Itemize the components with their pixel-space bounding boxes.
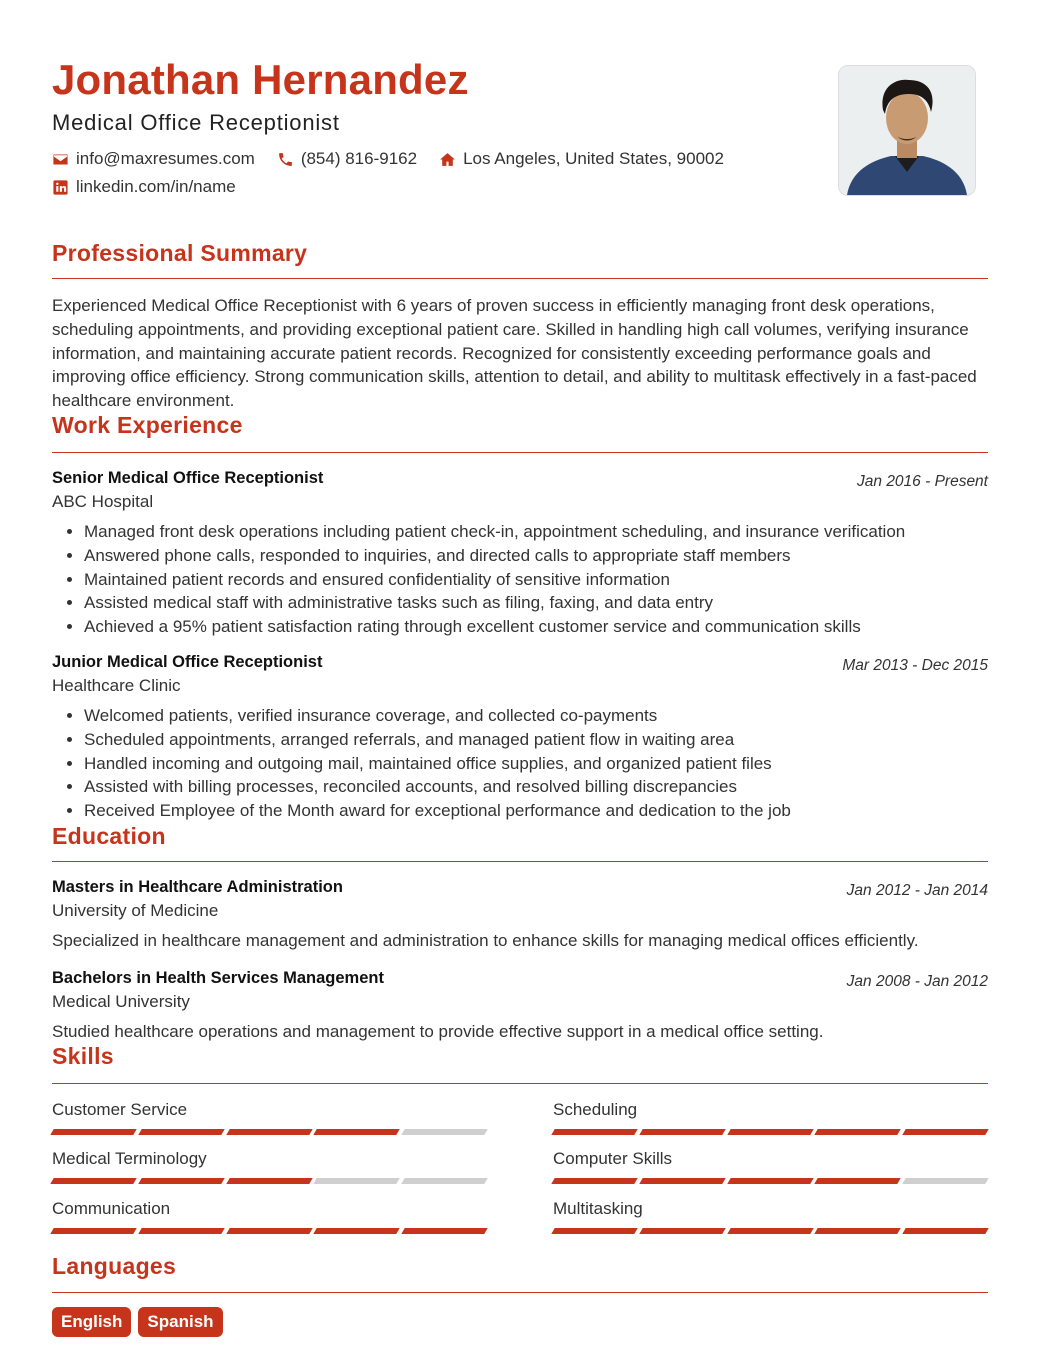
education-date: Jan 2012 - Jan 2014 [846, 882, 988, 899]
degree-title: Bachelors in Health Services Management [52, 969, 384, 987]
candidate-name: Jonathan Hernandez [52, 56, 469, 103]
skill-segment-filled [727, 1129, 813, 1135]
skill-segment-filled [138, 1129, 224, 1135]
skill-segment-filled [551, 1178, 637, 1184]
skill-segment-empty [401, 1129, 487, 1135]
skill-item [553, 1149, 987, 1184]
person-portrait-icon [839, 66, 975, 195]
contact-row-secondary [52, 177, 258, 197]
skill-level-bar [52, 1129, 486, 1135]
education-date: Jan 2008 - Jan 2012 [846, 973, 988, 990]
job-organization: ABC Hospital [52, 492, 154, 511]
linkedin-icon [52, 179, 69, 196]
contact-row-primary [52, 149, 746, 169]
job-bullet: • Received Employee of the Month award for exceptional performance and dedication to the job [84, 799, 988, 823]
job-bullet: • Welcomed patients, verified insurance coverage, and collected co-payments [84, 704, 988, 728]
job-role: Senior Medical Office Receptionist [52, 469, 324, 487]
skill-segment-filled [138, 1178, 224, 1184]
skill-level-bar [553, 1129, 987, 1135]
skill-level-bar [553, 1228, 987, 1234]
language-list [52, 1307, 223, 1337]
skill-segment-filled [639, 1228, 725, 1234]
skill-name: Scheduling [553, 1100, 638, 1119]
section-divider [52, 1292, 988, 1293]
skill-name: Multitasking [553, 1199, 643, 1218]
skill-item [52, 1100, 486, 1135]
education-entry [52, 969, 988, 1042]
section-divider [52, 278, 988, 279]
job-bullets [52, 704, 988, 823]
skill-level-bar [52, 1228, 486, 1234]
education-entry [52, 878, 988, 951]
language-badge: Spanish [138, 1307, 222, 1337]
skill-segment-filled [902, 1129, 988, 1135]
skill-name: Medical Terminology [52, 1149, 207, 1168]
skill-segment-filled [314, 1129, 400, 1135]
job-bullet: • Managed front desk operations including patient check-in, appointment scheduling, and insurance verification [84, 520, 988, 544]
language-badge: English [52, 1307, 131, 1337]
job-bullet: • Handled incoming and outgoing mail, maintained office supplies, and organized patient files [84, 752, 988, 776]
job-entry [52, 653, 988, 823]
job-role: Junior Medical Office Receptionist [52, 653, 323, 671]
skill-segment-filled [50, 1129, 136, 1135]
skill-segment-empty [902, 1178, 988, 1184]
skill-segment-filled [815, 1178, 901, 1184]
skill-segment-empty [314, 1178, 400, 1184]
skill-segment-empty [401, 1178, 487, 1184]
skill-segment-filled [815, 1129, 901, 1135]
section-title-summary: Professional Summary [52, 240, 308, 266]
linkedin-text: linkedin.com/in/name [76, 177, 236, 196]
skill-name: Computer Skills [553, 1149, 673, 1168]
section-title-experience: Work Experience [52, 412, 243, 438]
section-divider [52, 861, 988, 862]
skill-segment-filled [639, 1129, 725, 1135]
skill-level-bar [52, 1178, 486, 1184]
school-name: Medical University [52, 992, 190, 1011]
skill-segment-filled [138, 1228, 224, 1234]
section-title-skills: Skills [52, 1043, 114, 1069]
degree-title: Masters in Healthcare Administration [52, 878, 343, 896]
job-date: Jan 2016 - Present [857, 473, 988, 490]
education-description: Specialized in healthcare management and administration to enhance skills for managing medical offices efficiently. [52, 931, 919, 950]
skill-level-bar [553, 1178, 987, 1184]
skill-item [52, 1149, 486, 1184]
skill-item [553, 1199, 987, 1234]
education-description: Studied healthcare operations and management to provide effective support in a medical office setting. [52, 1022, 824, 1041]
section-divider [52, 452, 988, 453]
skill-segment-filled [727, 1228, 813, 1234]
job-organization: Healthcare Clinic [52, 676, 181, 695]
job-bullet: • Scheduled appointments, arranged referrals, and managed patient flow in waiting area [84, 728, 988, 752]
candidate-title: Medical Office Receptionist [52, 110, 340, 135]
skill-segment-filled [551, 1129, 637, 1135]
location-text: Los Angeles, United States, 90002 [463, 149, 724, 168]
job-bullet: • Assisted with billing processes, reconciled accounts, and resolved billing discrepancies [84, 775, 988, 799]
contact-location [439, 149, 724, 169]
job-bullet: • Assisted medical staff with administrative tasks such as filing, faxing, and data entry [84, 591, 988, 615]
skill-segment-filled [902, 1228, 988, 1234]
skill-segment-filled [50, 1228, 136, 1234]
contact-linkedin[interactable] [52, 177, 236, 197]
skill-segment-filled [401, 1228, 487, 1234]
skill-name: Customer Service [52, 1100, 188, 1119]
profile-photo [838, 65, 976, 196]
skill-segment-filled [639, 1178, 725, 1184]
job-entry [52, 469, 988, 639]
phone-icon [277, 151, 294, 168]
contact-phone[interactable] [277, 149, 417, 169]
envelope-icon [52, 151, 69, 168]
skill-segment-filled [226, 1178, 312, 1184]
section-title-education: Education [52, 823, 166, 849]
skill-segment-filled [551, 1228, 637, 1234]
skill-segment-filled [727, 1178, 813, 1184]
skill-item [553, 1100, 987, 1135]
phone-text: (854) 816-9162 [300, 149, 418, 168]
skill-name: Communication [52, 1199, 171, 1218]
job-bullets [52, 520, 988, 639]
job-date: Mar 2013 - Dec 2015 [842, 657, 988, 674]
contact-email[interactable] [52, 149, 255, 169]
school-name: University of Medicine [52, 901, 219, 920]
job-bullet: • Maintained patient records and ensured confidentiality of sensitive information [84, 568, 988, 592]
skill-item [52, 1199, 486, 1234]
email-text: info@maxresumes.com [76, 149, 255, 168]
job-bullet: • Achieved a 95% patient satisfaction rating through excellent customer service and communication skills [84, 615, 988, 639]
summary-text: Experienced Medical Office Receptionist with 6 years of proven success in efficiently managing front desk operations, scheduling appointments, and providing exceptional patient care. Skilled in handling high call volumes, verifying insurance information, and maintaining accurate patient records. Recognized for consistently exceeding performance goals and improving office efficiency. Strong communication skills, attention to detail, and ability to multitask effectively in a fast-paced healthcare environment. [52, 296, 977, 411]
section-divider [52, 1083, 988, 1084]
home-icon [439, 151, 456, 168]
skill-segment-filled [226, 1228, 312, 1234]
section-title-languages: Languages [52, 1253, 177, 1279]
skill-segment-filled [815, 1228, 901, 1234]
skill-segment-filled [50, 1178, 136, 1184]
skill-segment-filled [226, 1129, 312, 1135]
skill-segment-filled [314, 1228, 400, 1234]
job-bullet: • Answered phone calls, responded to inquiries, and directed calls to appropriate staff members [84, 544, 988, 568]
